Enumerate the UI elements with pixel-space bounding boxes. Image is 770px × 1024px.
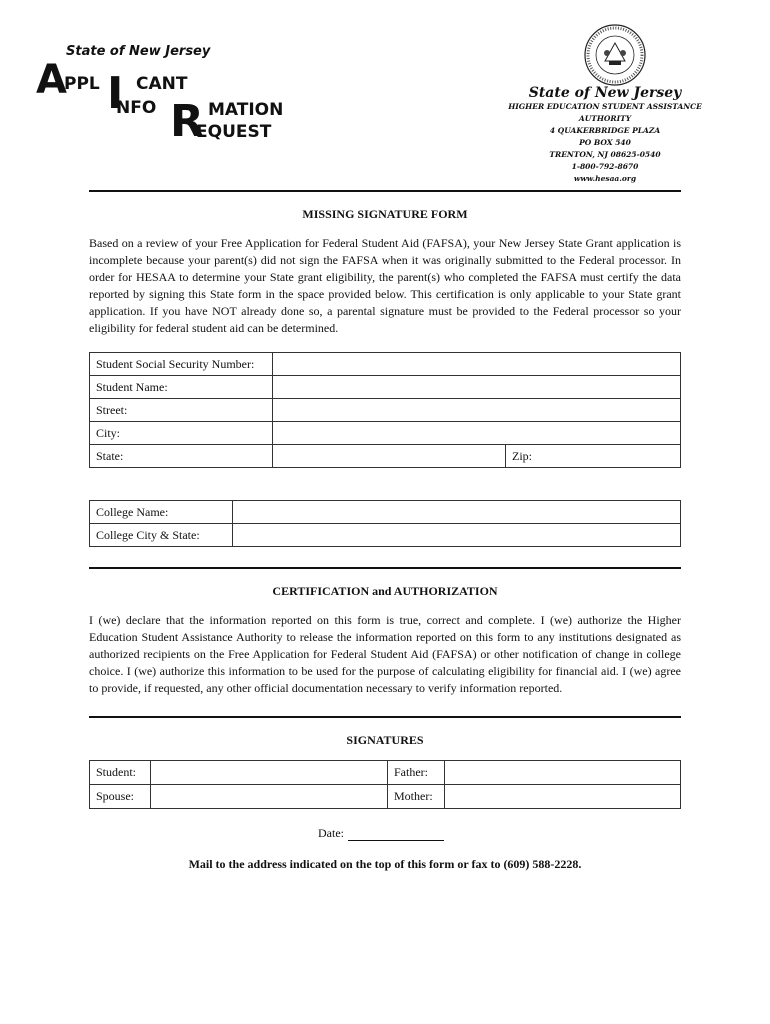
agency-po-box: PO BOX 540 [579,138,631,147]
student-info-table [89,352,681,468]
agency-street: 4 QUAKERBRIDGE PLAZA [549,126,661,135]
logo-letter-a: A [36,57,67,103]
student-name-field[interactable] [273,376,681,399]
logo-letter-i: I [107,68,124,119]
agency-name: HIGHER EDUCATION STUDENT ASSISTANCE AUTHORITY [508,102,702,123]
logo-state-text: State of New Jersey [66,44,211,59]
street-field[interactable] [273,399,681,422]
father-signature-field[interactable] [445,761,681,785]
certification-paragraph: I (we) declare that the information reported on this form is true, correct and complete. I (we) authorize the Higher Education Student Assistance Authority to release the information reported on this form to any institutions designated as authorized recipients on the Free Application for Federal Student Aid (FAFSA) or other notification of change in college choice. I (we) authorize this information to be used for the purpose of calculating eligibility for financial aid. I (we) agree to provide, if requested, any other official documentation necessary to verify information reported. [89,613,681,695]
college-name-label: College Name: [90,501,233,524]
student-signature-label: Student: [90,761,151,785]
student-name-label: Student Name: [90,376,273,399]
zip-field[interactable] [506,445,681,468]
mother-signature-label: Mother: [388,785,445,809]
signatures-title: SIGNATURES [346,733,424,747]
city-field[interactable] [273,422,681,445]
date-field[interactable] [348,828,444,841]
logo-text-nfo: NFO [116,98,157,118]
agency-phone: 1-800-792-8670 [571,162,639,171]
table-row [90,353,681,376]
college-city-state-label: College City & State: [90,524,233,547]
table-row [90,445,681,468]
signatures-divider [89,716,681,718]
logo-text-cant: CANT [136,74,188,94]
ssn-field[interactable] [273,353,681,376]
city-label: City: [90,422,273,445]
college-city-state-field[interactable] [233,524,681,547]
applicant-information-request-logo [30,40,330,160]
logo-text-mation: MATION [208,100,284,120]
state-label: State: [90,445,273,468]
certification-title: CERTIFICATION and AUTHORIZATION [272,584,498,598]
table-row [90,785,681,809]
date-line [318,826,444,841]
form-title: MISSING SIGNATURE FORM [302,207,468,221]
table-row [90,422,681,445]
table-row [90,761,681,785]
intro-paragraph: Based on a review of your Free Application for Federal Student Aid (FAFSA), your New Jersey State Grant application is incomplete because your parent(s) did not sign the FAFSA when it was originally submitted to the Federal processor. In order for HESAA to determine your State grant eligibility, the parent(s) who completed the FAFSA must certify the data reported by signing this State form in the space provided below. This certification is only applicable to your State grant application. If you have NOT already done so, a parental signature must be provided to the Federal processor so your eligibility for federal student aid can be determined. [89,236,681,335]
college-info-table [89,500,681,547]
student-signature-field[interactable] [151,761,388,785]
ssn-label: Student Social Security Number: [90,353,273,376]
agency-city-zip: TRENTON, NJ 08625-0540 [549,150,661,159]
state-field[interactable] [273,445,506,468]
table-row [90,376,681,399]
father-signature-label: Father: [388,761,445,785]
logo-letter-r: R [170,96,204,147]
table-row [90,399,681,422]
hesaa-seal-icon [583,23,647,87]
mother-signature-field[interactable] [445,785,681,809]
table-row [90,524,681,547]
logo-text-ppl: PPL [64,74,100,94]
spouse-signature-label: Spouse: [90,785,151,809]
college-name-field[interactable] [233,501,681,524]
date-label: Date: [318,826,344,840]
agency-website: www.hesaa.org [573,174,637,183]
logo-text-equest: EQUEST [196,122,272,142]
table-row [90,501,681,524]
agency-address-block [485,85,725,185]
agency-title: State of New Jersey [528,85,682,101]
signatures-table [89,760,681,809]
mail-instruction: Mail to the address indicated on the top of this form or fax to (609) 588-2228. [188,857,582,871]
street-label: Street: [90,399,273,422]
zip-label: Zip: [512,448,532,463]
certification-divider [89,567,681,569]
top-divider [89,190,681,192]
spouse-signature-field[interactable] [151,785,388,809]
